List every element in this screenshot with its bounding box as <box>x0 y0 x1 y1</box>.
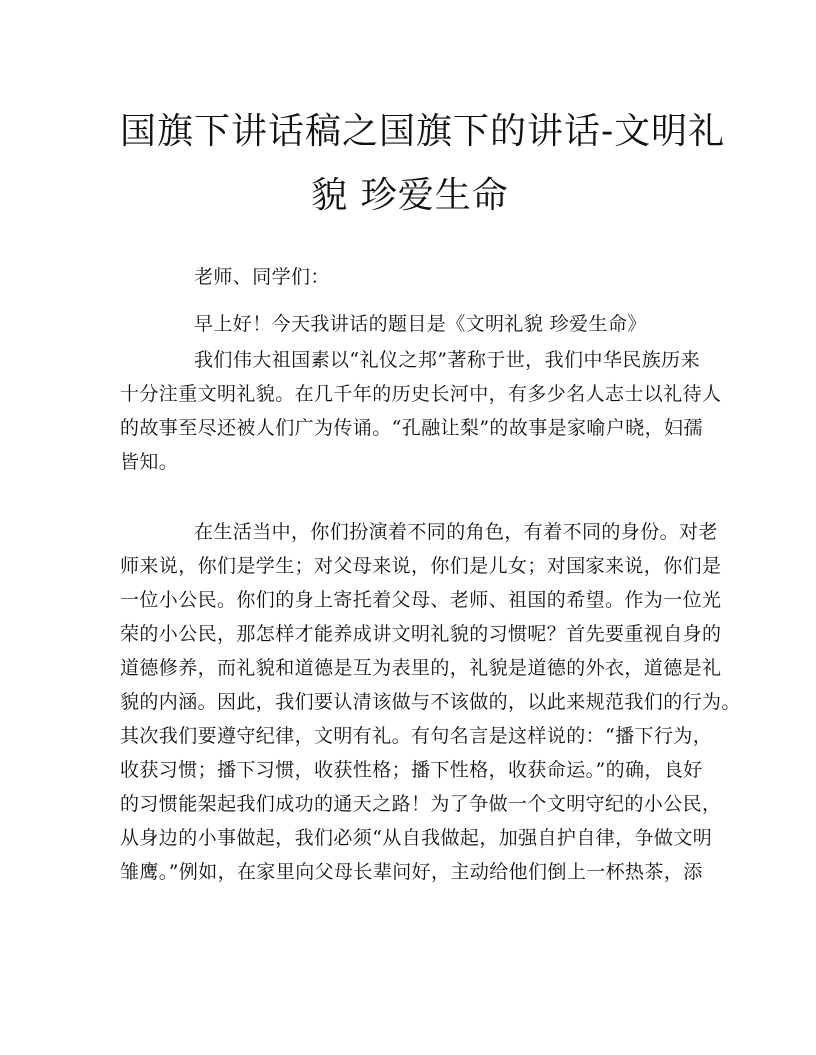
paragraph-2-line: 的习惯能架起我们成功的通天之路！为了争做一个文明守纪的小公民， <box>120 793 722 815</box>
paragraph-1-line: 皆知。 <box>120 451 179 473</box>
paragraph-1-line: 我们伟大祖国素以“礼仪之邦”著称于世，我们中华民族历来 <box>194 349 700 371</box>
paragraph-2-line: 雏鹰。”例如，在家里向父母长辈问好，主动给他们倒上一杯热茶，添 <box>120 861 703 883</box>
paragraph-2-line: 从身边的小事做起，我们必须“从自我做起，加强自护自律，争做文明 <box>120 827 713 849</box>
paragraph-2-line: 师来说，你们是学生；对父母来说，你们是儿女；对国家来说，你们是 <box>120 555 722 577</box>
document-title-line-2: 貌 珍爱生命 <box>311 175 509 216</box>
document-body <box>120 0 741 1055</box>
paragraph-1-line: 的故事至尽还被人们广为传诵。“孔融让梨”的故事是家喻户晓，妇孺 <box>120 417 703 439</box>
document-title-line-1: 国旗下讲话稿之国旗下的讲话-文明礼 <box>120 111 726 152</box>
paragraph-2-line: 貌的内涵。因此，我们要认清该做与不该做的，以此来规范我们的行为。 <box>120 691 741 713</box>
paragraph-1 <box>120 343 722 479</box>
paragraph-2-line: 收获习惯；播下习惯，收获性格；播下性格，收获命运。”的确，良好 <box>120 759 703 781</box>
greeting-line: 老师、同学们： <box>194 266 330 288</box>
paragraph-2-line: 道德修养，而礼貌和道德是互为表里的，礼貌是道德的外衣，道德是礼 <box>120 657 722 679</box>
paragraph-1-line: 十分注重文明礼貌。在几千年的历史长河中，有多少名人志士以礼待人 <box>120 383 722 405</box>
paragraph-2-line: 荣的小公民，那怎样才能养成讲文明礼貌的习惯呢？首先要重视自身的 <box>120 623 722 645</box>
intro-line: 早上好！今天我讲话的题目是《文明礼貌 珍爱生命》 <box>194 313 647 335</box>
paragraph-2 <box>120 515 741 889</box>
paragraph-2-line: 其次我们要遵守纪律，文明有礼。有句名言是这样说的：“播下行为， <box>120 725 713 747</box>
paragraph-2-line: 在生活当中，你们扮演着不同的角色，有着不同的身份。对老 <box>194 521 718 543</box>
paragraph-2-line: 一位小公民。你们的身上寄托着父母、老师、祖国的希望。作为一位光 <box>120 589 722 611</box>
